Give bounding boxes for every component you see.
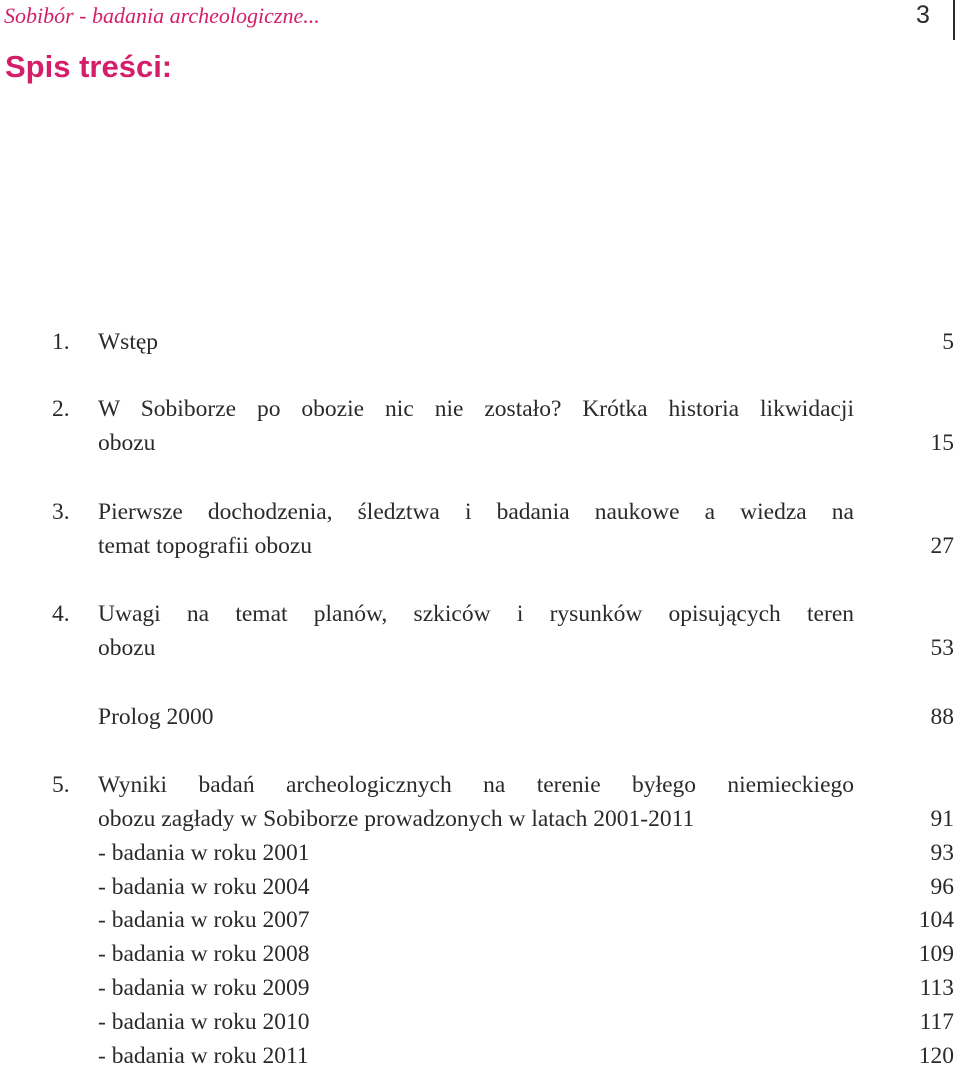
header-rule	[953, 0, 955, 40]
toc-entry-3[interactable]	[0, 495, 960, 529]
toc-subentry-2009[interactable]	[0, 971, 960, 1005]
toc-entry-page: 91	[930, 806, 954, 832]
toc-subentry-title: - badania w roku 2011	[98, 1043, 309, 1069]
toc-subentry-page: 109	[918, 941, 954, 967]
toc-entry-5-continued[interactable]	[0, 802, 960, 836]
toc-entry-title-continued: obozu	[98, 635, 156, 661]
toc-subentry-2007[interactable]	[0, 903, 960, 937]
toc-subentry-title: - badania w roku 2009	[98, 975, 310, 1001]
toc-entry-page: 88	[930, 704, 954, 730]
toc-entry-1[interactable]	[0, 325, 960, 359]
toc-entry-number: 2.	[52, 396, 70, 422]
toc-entry-4[interactable]	[0, 597, 960, 631]
toc-entry-5[interactable]	[0, 768, 960, 802]
toc-entry-title: Wstęp	[98, 329, 159, 355]
running-header-title: Sobibór - badania archeologiczne...	[4, 3, 320, 28]
toc-subentry-2004[interactable]	[0, 870, 960, 904]
toc-entry-2-continued[interactable]	[0, 426, 960, 460]
toc-subentry-page: 96	[930, 874, 954, 900]
toc-entry-title: Pierwsze dochodzenia, śledztwa i badania naukowe a wiedza na	[98, 499, 854, 525]
toc-subentry-title: - badania w roku 2010	[98, 1009, 310, 1035]
toc-subentry-page: 117	[919, 1009, 954, 1035]
toc-subentry-2011[interactable]	[0, 1039, 960, 1073]
toc-entry-title-continued: obozu zagłady w Sobiborze prowadzonych w latach 2001-2011	[98, 806, 695, 832]
toc-subentry-2001[interactable]	[0, 836, 960, 870]
toc-entry-page: 53	[930, 635, 954, 661]
toc-entry-number: 1.	[52, 329, 70, 355]
toc-entry-2[interactable]	[0, 392, 960, 426]
toc-subentry-page: 104	[918, 907, 954, 933]
toc-subentry-title: - badania w roku 2001	[98, 840, 310, 866]
toc-entry-title: Uwagi na temat planów, szkiców i rysunków opisujących teren	[98, 601, 854, 627]
toc-title: Spis treści:	[5, 49, 173, 84]
toc-entry-page: 27	[930, 533, 954, 559]
toc-entry-number: 3.	[52, 499, 70, 525]
toc-entry-number: 4.	[52, 601, 70, 627]
toc-entry-page: 5	[942, 329, 954, 355]
toc-entry-3-continued[interactable]	[0, 529, 960, 563]
toc-subentry-title: - badania w roku 2004	[98, 874, 310, 900]
toc-subentry-2008[interactable]	[0, 937, 960, 971]
toc-entry-4-continued[interactable]	[0, 631, 960, 665]
toc-subentry-page: 93	[930, 840, 954, 866]
page-number: 3	[916, 1, 930, 29]
toc-entry-prolog[interactable]	[0, 700, 960, 734]
toc-entry-title-continued: obozu	[98, 430, 156, 456]
toc-subentry-title: - badania w roku 2007	[98, 907, 310, 933]
toc-subentry-page: 120	[918, 1043, 954, 1069]
toc-entry-title: W Sobiborze po obozie nic nie zostało? Krótka historia likwidacji	[98, 396, 854, 422]
toc-subentry-2010[interactable]	[0, 1005, 960, 1039]
toc-entry-title: Wyniki badań archeologicznych na terenie byłego niemieckiego	[98, 772, 854, 798]
toc-entry-title-continued: temat topografii obozu	[98, 533, 313, 559]
toc-entry-title: Prolog 2000	[98, 704, 214, 730]
toc-entry-page: 15	[930, 430, 954, 456]
toc-entry-number: 5.	[52, 772, 70, 798]
toc-subentry-page: 113	[919, 975, 954, 1001]
toc-subentry-title: - badania w roku 2008	[98, 941, 310, 967]
